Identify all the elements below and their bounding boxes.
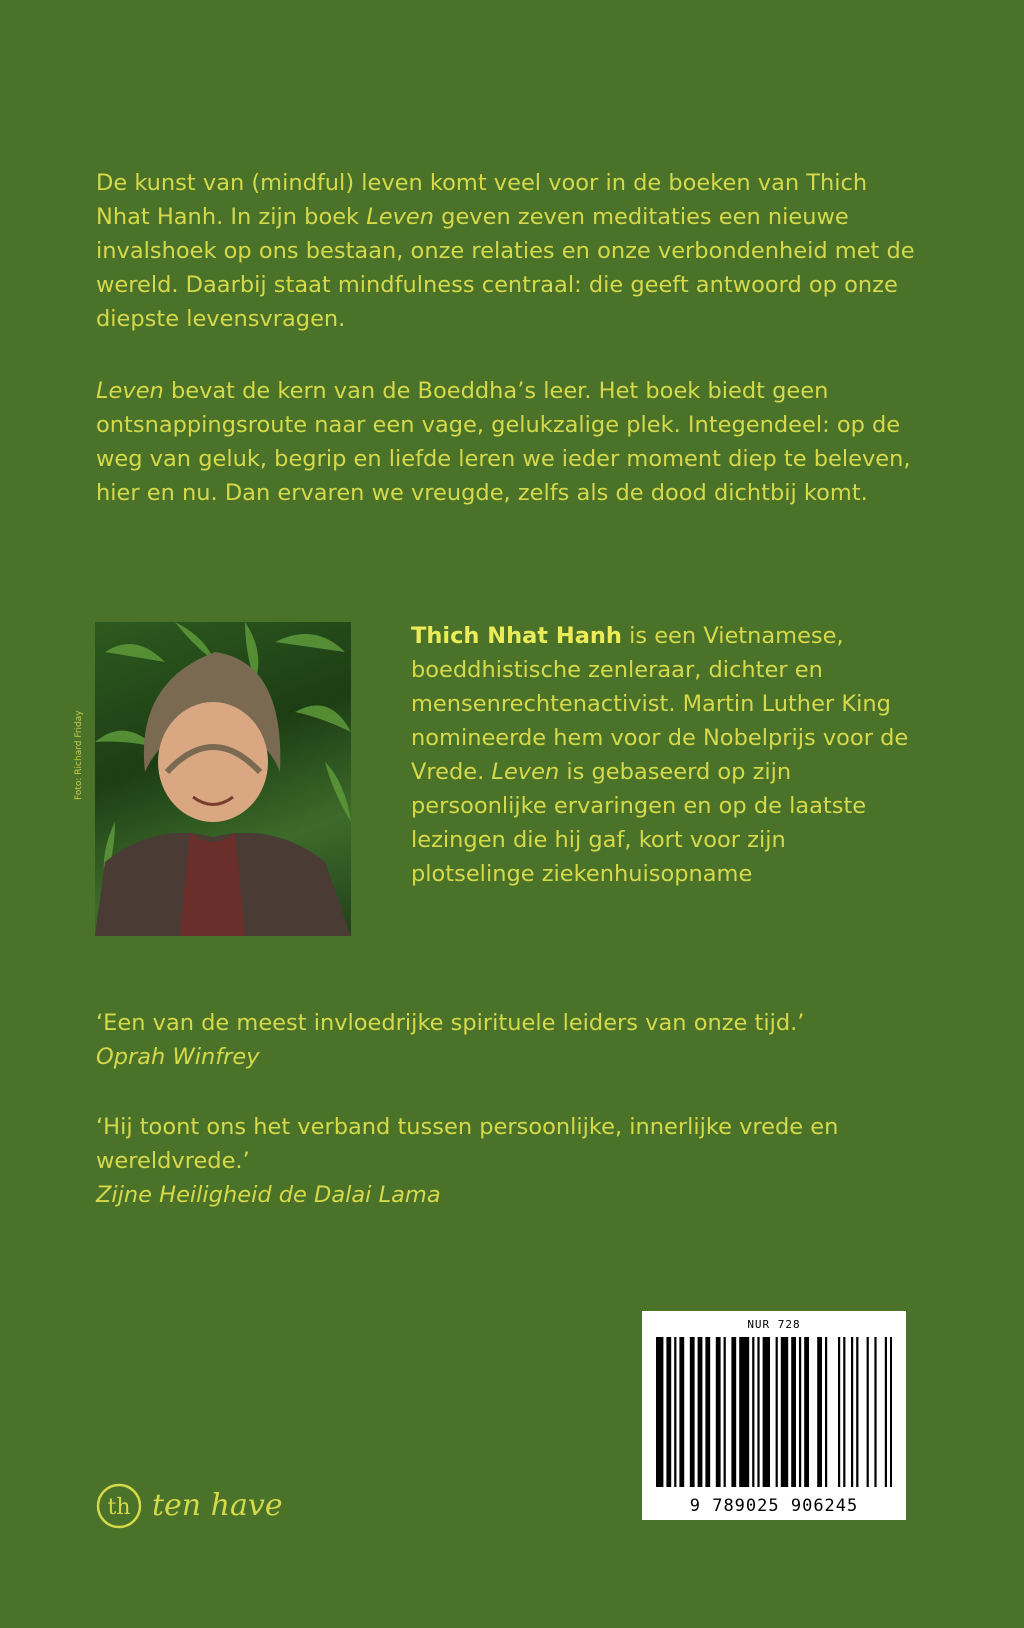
- barcode-bar: [705, 1337, 710, 1487]
- barcode-bar: [791, 1337, 796, 1487]
- quote-1-text: ‘Een van de meest invloedrijke spirituele leiders van onze tijd.’: [96, 1010, 805, 1036]
- barcode-bar: [674, 1337, 676, 1487]
- quote-1: [96, 1006, 936, 1074]
- barcode: [642, 1311, 906, 1520]
- quote-2-author: Zijne Heiligheid de Dalai Lama: [96, 1182, 441, 1208]
- barcode-bar: [656, 1337, 663, 1487]
- text-run: geven zeven meditaties een nieuwe invalshoek op ons bestaan, onze relaties en onze verbondenheid met de wereld. Daarbij staat mindfulness centraal: die geeft antwoord op onze diepste levensvragen.: [96, 204, 915, 332]
- barcode-bar: [698, 1337, 703, 1487]
- barcode-bar: [799, 1337, 801, 1487]
- barcode-bar: [763, 1337, 770, 1487]
- barcode-bar: [867, 1337, 869, 1487]
- barcode-bar: [752, 1337, 754, 1487]
- publisher-monogram-icon: [94, 1480, 144, 1532]
- publisher-name: ten have: [152, 1488, 283, 1523]
- barcode-bar: [731, 1337, 736, 1487]
- barcode-bar: [804, 1337, 809, 1487]
- barcode-bar: [690, 1337, 695, 1487]
- nur-code: NUR 728: [747, 1318, 801, 1331]
- barcode-bar: [716, 1337, 721, 1487]
- quote-2-text: ‘Hij toont ons het verband tussen persoonlijke, innerlijke vrede en wereldvrede.’: [96, 1114, 839, 1174]
- barcode-bar: [851, 1337, 853, 1487]
- svg-text:th: th: [107, 1495, 131, 1520]
- barcode-bar: [856, 1337, 858, 1487]
- barcode-bar: [776, 1337, 778, 1487]
- text-run: Leven: [96, 378, 164, 404]
- barcode-bar: [838, 1337, 840, 1487]
- barcode-bar: [817, 1337, 822, 1487]
- text-run: De kunst van (mindful) leven komt veel voor in de boeken van Thich Nhat Hanh. In zijn boek: [96, 170, 868, 230]
- barcode-bar: [825, 1337, 827, 1487]
- publisher-logo: [94, 1480, 283, 1536]
- photo-credit: Foto: Richard Friday: [74, 710, 84, 800]
- barcode-bar: [739, 1337, 749, 1487]
- author-photo: [95, 622, 351, 936]
- barcode-bar: [757, 1337, 759, 1487]
- isbn-number: 9 789025 906245: [689, 1496, 859, 1516]
- author-bio: [411, 619, 911, 891]
- barcode-bar: [679, 1337, 684, 1487]
- quote-2: [96, 1110, 936, 1212]
- quote-1-author: Oprah Winfrey: [96, 1044, 260, 1070]
- text-run: is gebaseerd op zijn persoonlijke ervaringen en op de laatste lezingen die hij gaf, kort voor zijn plotselinge ziekenhuisopname: [411, 759, 867, 887]
- barcode-bar: [724, 1337, 726, 1487]
- blurb-paragraph-1: [96, 166, 926, 336]
- barcode-bars: [656, 1337, 892, 1487]
- barcode-bar: [890, 1337, 892, 1487]
- barcode-bar: [874, 1337, 876, 1487]
- barcode-bar: [666, 1337, 671, 1487]
- text-run: bevat de kern van de Boeddha’s leer. Het boek biedt geen ontsnappingsroute naar een vage, gelukzalige plek. Integendeel: op de weg van geluk, begrip en liefde leren we ieder moment diep te beleven, hier en nu. Dan ervaren we vreugde, zelfs als de dood dichtbij komt.: [96, 378, 911, 506]
- barcode-bar: [843, 1337, 845, 1487]
- text-run: Leven: [366, 204, 435, 230]
- barcode-bar: [885, 1337, 887, 1487]
- text-run: Leven: [491, 759, 560, 785]
- blurb-paragraph-2: [96, 374, 926, 510]
- text-run: is een Vietnamese, boeddhistische zenleraar, dichter en mensenrechtenactivist. Martin Luther King nomineerde hem voor de Nobelprijs voor de Vrede.: [411, 623, 909, 785]
- barcode-bar: [781, 1337, 788, 1487]
- text-run: Thich Nhat Hanh: [411, 623, 622, 649]
